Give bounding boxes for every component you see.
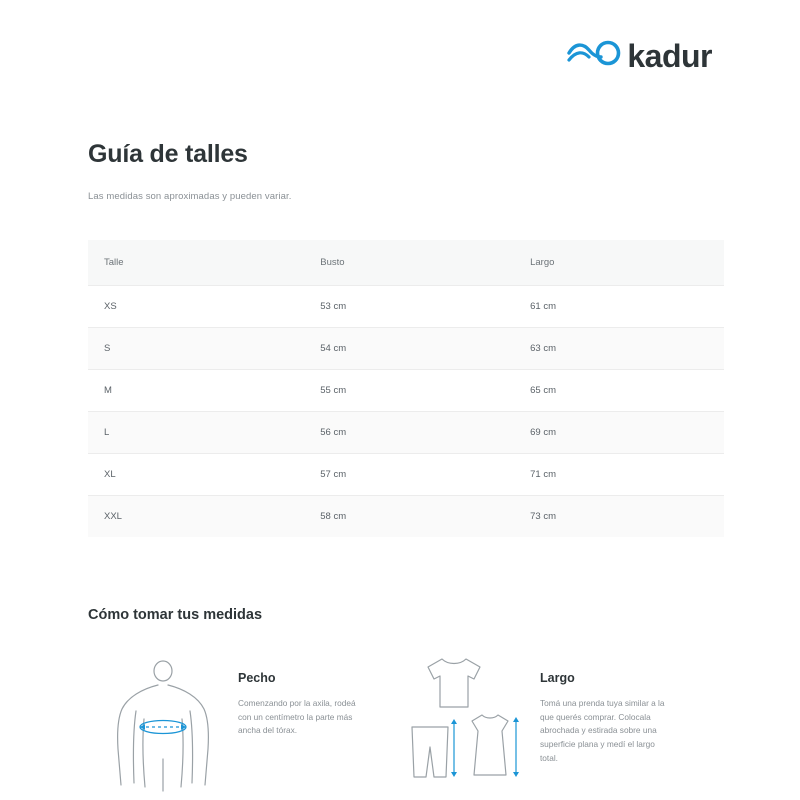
- table-row: [88, 454, 724, 496]
- section-title-measures: Cómo tomar tus medidas: [88, 607, 263, 623]
- wave-infinity-icon: [567, 38, 621, 73]
- cell-talle: XS: [88, 286, 304, 328]
- cell-busto: 54 cm: [304, 328, 514, 370]
- page-subtitle: Las medidas son aproximadas y pueden variar.: [88, 191, 292, 202]
- garments-length-diagram-icon: [390, 649, 540, 800]
- cell-busto: 58 cm: [304, 496, 514, 538]
- cell-largo: 69 cm: [514, 412, 724, 454]
- size-table: [88, 240, 724, 537]
- cell-busto: 55 cm: [304, 370, 514, 412]
- measure-heading-largo: Largo: [540, 671, 575, 685]
- measure-item-largo: [390, 649, 670, 800]
- table-row: [88, 328, 724, 370]
- page-content: [88, 140, 724, 800]
- measure-heading-pecho: Pecho: [238, 671, 276, 685]
- cell-largo: 65 cm: [514, 370, 724, 412]
- column-header-talle: Talle: [88, 240, 304, 286]
- measure-description-pecho: Comenzando por la axila, rodeá con un centímetro la parte más ancha del tórax.: [238, 698, 356, 736]
- torso-bust-diagram-icon: [88, 649, 238, 800]
- cell-talle: S: [88, 328, 304, 370]
- brand-name: kadur: [627, 37, 712, 74]
- table-row: [88, 412, 724, 454]
- measure-item-pecho: [88, 649, 368, 800]
- table-row: [88, 286, 724, 328]
- cell-talle: M: [88, 370, 304, 412]
- column-header-largo: Largo: [514, 240, 724, 286]
- measure-text-pecho: [238, 649, 368, 738]
- measures-list: [88, 649, 724, 800]
- measure-text-largo: [540, 649, 670, 765]
- table-header-row: [88, 240, 724, 286]
- cell-largo: 63 cm: [514, 328, 724, 370]
- brand-logo: [567, 38, 712, 73]
- cell-talle: XL: [88, 454, 304, 496]
- cell-talle: L: [88, 412, 304, 454]
- table-row: [88, 370, 724, 412]
- table-row: [88, 496, 724, 538]
- cell-busto: 53 cm: [304, 286, 514, 328]
- spacer: [368, 649, 390, 800]
- measure-description-largo: Tomá una prenda tuya similar a la que querés comprar. Colocala abrochada y estirada sobre una superficie plana y medí el largo total.: [540, 698, 665, 763]
- column-header-busto: Busto: [304, 240, 514, 286]
- cell-busto: 57 cm: [304, 454, 514, 496]
- cell-largo: 73 cm: [514, 496, 724, 538]
- cell-busto: 56 cm: [304, 412, 514, 454]
- cell-largo: 61 cm: [514, 286, 724, 328]
- page-title: Guía de talles: [88, 140, 248, 168]
- cell-talle: XXL: [88, 496, 304, 538]
- cell-largo: 71 cm: [514, 454, 724, 496]
